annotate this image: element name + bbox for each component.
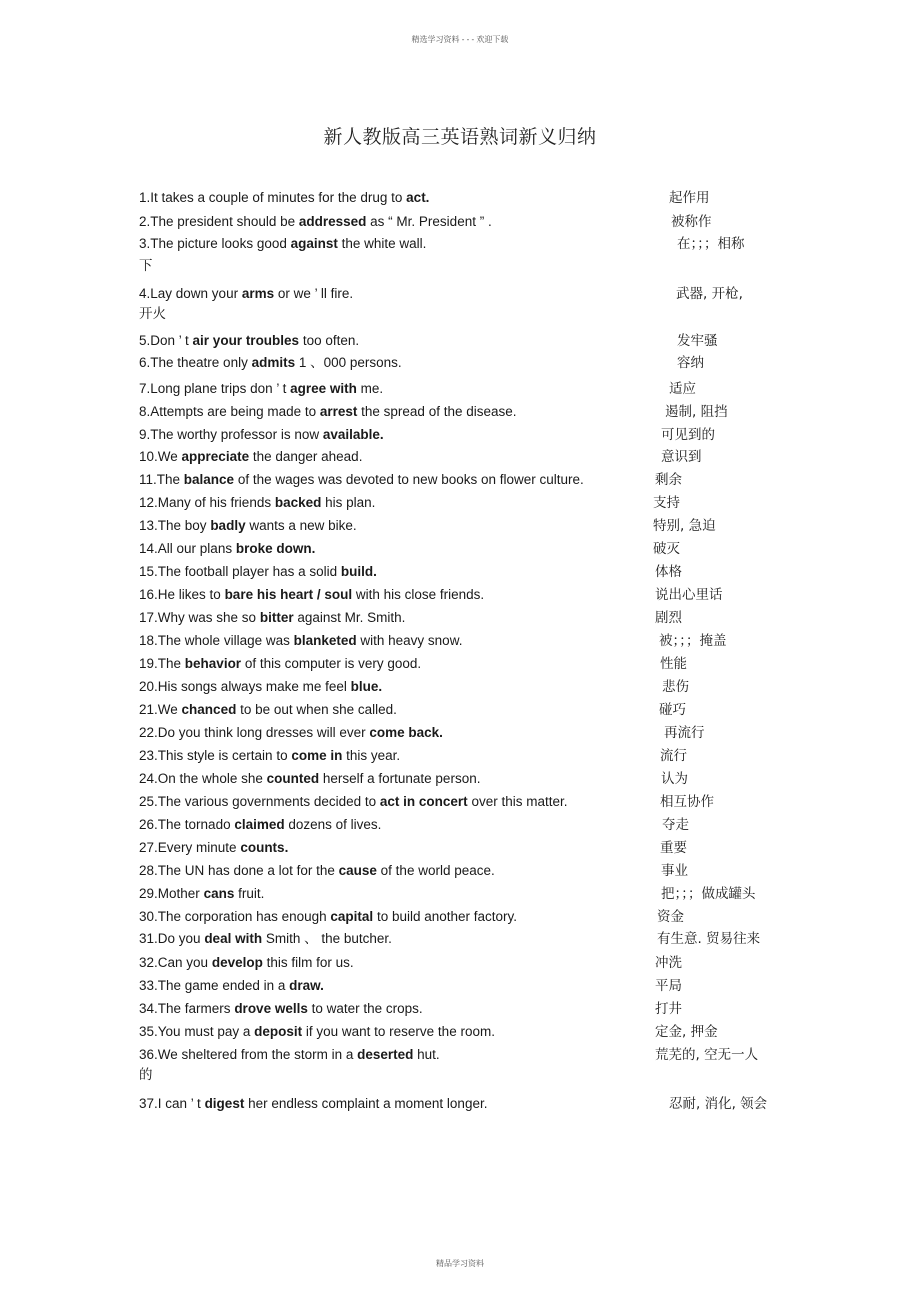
entry-number: 18. bbox=[139, 633, 158, 648]
chinese-meaning: 悲伤 bbox=[662, 679, 689, 695]
sentence-text: The theatre only bbox=[150, 355, 252, 370]
chinese-meaning: 剧烈 bbox=[655, 610, 682, 626]
sentence-text: the white wall. bbox=[337, 236, 427, 251]
chinese-meaning: 起作用 bbox=[669, 190, 710, 206]
sentence-text: over this matter. bbox=[467, 794, 568, 809]
chinese-meaning: 遏制, 阻挡 bbox=[665, 404, 728, 420]
sentence-text: of the world peace. bbox=[376, 863, 495, 878]
entry-number: 14. bbox=[139, 541, 158, 556]
sentence-text: Many of his friends bbox=[157, 495, 275, 510]
entry-number: 13. bbox=[139, 518, 158, 533]
sentence-text: as “ Mr. President ” . bbox=[366, 214, 492, 229]
header-note: 精选学习资料 - - - 欢迎下载 bbox=[411, 35, 509, 44]
entry-number: 2. bbox=[139, 214, 151, 229]
entry-number: 9. bbox=[139, 427, 151, 442]
english-sentence bbox=[139, 562, 377, 582]
chinese-meaning-continued: 开火 bbox=[139, 306, 166, 322]
keyword: broke down. bbox=[235, 541, 316, 556]
english-sentence bbox=[139, 746, 400, 766]
keyword: deal with bbox=[204, 931, 263, 946]
sentence-text: The whole village was bbox=[157, 633, 294, 648]
keyword: backed bbox=[274, 495, 322, 510]
english-sentence bbox=[139, 792, 567, 812]
keyword: act in concert bbox=[379, 794, 468, 809]
sentence-text: The president should be bbox=[150, 214, 299, 229]
keyword: cans bbox=[203, 886, 235, 901]
english-sentence bbox=[139, 447, 362, 467]
sentence-text: Long plane trips don ’ t bbox=[150, 381, 291, 396]
sentence-text: It takes a couple of minutes for the drug to bbox=[150, 190, 407, 205]
entry-number: 21. bbox=[139, 702, 158, 717]
entry-number: 34. bbox=[139, 1001, 158, 1016]
chinese-meaning-continued: 下 bbox=[139, 258, 153, 274]
sentence-text: All our plans bbox=[157, 541, 236, 556]
english-sentence bbox=[139, 677, 382, 697]
chinese-meaning: 发牢骚 bbox=[677, 333, 718, 349]
sentence-text: Attempts are being made to bbox=[150, 404, 320, 419]
chinese-meaning: 容纳 bbox=[677, 355, 704, 371]
sentence-text: too often. bbox=[299, 333, 360, 348]
sentence-text: Every minute bbox=[157, 840, 241, 855]
sentence-text: of this computer is very good. bbox=[241, 656, 422, 671]
english-sentence bbox=[139, 1022, 495, 1042]
keyword: capital bbox=[330, 909, 374, 924]
english-sentence bbox=[139, 470, 584, 490]
english-sentence bbox=[139, 425, 384, 445]
sentence-text: The boy bbox=[157, 518, 211, 533]
english-sentence bbox=[139, 953, 354, 973]
english-sentence bbox=[139, 976, 324, 996]
sentence-text: dozens of lives. bbox=[284, 817, 382, 832]
sentence-text: Why was she so bbox=[157, 610, 260, 625]
sentence-text: We bbox=[157, 702, 182, 717]
english-sentence bbox=[139, 861, 495, 881]
chinese-meaning: 意识到 bbox=[661, 449, 702, 465]
chinese-meaning: 特别, 急迫 bbox=[653, 518, 716, 534]
sentence-text: I can ’ t bbox=[157, 1096, 205, 1111]
sentence-text: The picture looks good bbox=[150, 236, 291, 251]
sentence-text: to water the crops. bbox=[307, 1001, 423, 1016]
entry-number: 27. bbox=[139, 840, 158, 855]
sentence-text: We sheltered from the storm in a bbox=[157, 1047, 358, 1062]
chinese-meaning: 平局 bbox=[655, 978, 682, 994]
english-sentence bbox=[139, 234, 426, 254]
footer-note: 精品学习资料 bbox=[436, 1259, 484, 1268]
chinese-meaning: 破灭 bbox=[653, 541, 680, 557]
entry-number: 23. bbox=[139, 748, 158, 763]
chinese-meaning: 在；；；相称 bbox=[677, 236, 745, 252]
english-sentence bbox=[139, 539, 315, 559]
entry-number: 10. bbox=[139, 449, 158, 464]
keyword: chanced bbox=[181, 702, 237, 717]
keyword: available. bbox=[322, 427, 384, 442]
sentence-text: The UN has done a lot for the bbox=[157, 863, 339, 878]
english-sentence bbox=[139, 353, 402, 373]
english-sentence bbox=[139, 769, 480, 789]
keyword: deserted bbox=[357, 1047, 414, 1062]
english-sentence bbox=[139, 608, 405, 628]
chinese-meaning: 把；；；做成罐头 bbox=[661, 886, 756, 902]
entry-number: 1. bbox=[139, 190, 151, 205]
entry-number: 5. bbox=[139, 333, 151, 348]
english-sentence bbox=[139, 516, 357, 536]
chinese-meaning: 冲洗 bbox=[655, 955, 682, 971]
chinese-meaning: 重要 bbox=[660, 840, 687, 856]
sentence-text: Do you think long dresses will ever bbox=[157, 725, 370, 740]
english-sentence bbox=[139, 331, 359, 351]
keyword: addressed bbox=[298, 214, 367, 229]
entry-number: 30. bbox=[139, 909, 158, 924]
entry-number: 20. bbox=[139, 679, 158, 694]
sentence-text: with heavy snow. bbox=[356, 633, 463, 648]
sentence-text: of the wages was devoted to new books on flower culture. bbox=[234, 472, 584, 487]
sentence-text: Don ’ t bbox=[150, 333, 193, 348]
chinese-meaning: 相互协作 bbox=[660, 794, 714, 810]
keyword: bare his heart / soul bbox=[224, 587, 353, 602]
entry-number: 4. bbox=[139, 286, 151, 301]
keyword: drove wells bbox=[234, 1001, 308, 1016]
page-title: 新人教版高三英语熟词新义归纳 bbox=[323, 126, 597, 148]
english-sentence bbox=[139, 1094, 487, 1114]
sentence-text: 1 、000 persons. bbox=[295, 355, 402, 370]
keyword: against bbox=[290, 236, 338, 251]
sentence-text: The various governments decided to bbox=[157, 794, 380, 809]
sentence-text: This style is certain to bbox=[157, 748, 292, 763]
sentence-text: The farmers bbox=[157, 1001, 235, 1016]
keyword: claimed bbox=[234, 817, 285, 832]
keyword: come back. bbox=[369, 725, 443, 740]
entry-number: 3. bbox=[139, 236, 151, 251]
chinese-meaning: 定金, 押金 bbox=[655, 1024, 718, 1040]
keyword: bitter bbox=[259, 610, 294, 625]
entry-number: 32. bbox=[139, 955, 158, 970]
keyword: act. bbox=[406, 190, 430, 205]
sentence-text: Do you bbox=[157, 931, 205, 946]
english-sentence bbox=[139, 907, 517, 927]
chinese-meaning: 事业 bbox=[661, 863, 688, 879]
english-sentence bbox=[139, 188, 429, 208]
entry-number: 28. bbox=[139, 863, 158, 878]
english-sentence bbox=[139, 654, 421, 674]
keyword: counted bbox=[266, 771, 320, 786]
keyword: blanketed bbox=[293, 633, 357, 648]
chinese-meaning: 流行 bbox=[660, 748, 687, 764]
english-sentence bbox=[139, 700, 397, 720]
chinese-meaning: 夺走 bbox=[662, 817, 689, 833]
sentence-text: The bbox=[156, 472, 184, 487]
keyword: deposit bbox=[254, 1024, 303, 1039]
sentence-text: Can you bbox=[157, 955, 212, 970]
keyword: draw. bbox=[289, 978, 324, 993]
keyword: cause bbox=[338, 863, 377, 878]
keyword: agree with bbox=[290, 381, 357, 396]
english-sentence bbox=[139, 838, 288, 858]
english-sentence bbox=[139, 493, 375, 513]
sentence-text: this film for us. bbox=[262, 955, 354, 970]
entry-number: 24. bbox=[139, 771, 158, 786]
sentence-text: me. bbox=[356, 381, 384, 396]
entry-number: 33. bbox=[139, 978, 158, 993]
chinese-meaning: 再流行 bbox=[664, 725, 705, 741]
english-sentence bbox=[139, 929, 392, 949]
keyword: come in bbox=[291, 748, 343, 763]
keyword: behavior bbox=[184, 656, 242, 671]
sentence-text: the spread of the disease. bbox=[357, 404, 517, 419]
chinese-meaning: 认为 bbox=[661, 771, 688, 787]
keyword: blue. bbox=[350, 679, 383, 694]
chinese-meaning: 资金 bbox=[657, 909, 684, 925]
sentence-text: to build another factory. bbox=[373, 909, 518, 924]
sentence-text: if you want to reserve the room. bbox=[302, 1024, 495, 1039]
sentence-text: The bbox=[157, 656, 185, 671]
english-sentence bbox=[139, 884, 264, 904]
chinese-meaning: 被称作 bbox=[671, 214, 712, 230]
chinese-meaning: 碰巧 bbox=[659, 702, 686, 718]
chinese-meaning: 荒芜的, 空无一人 bbox=[655, 1047, 759, 1063]
sentence-text: fruit. bbox=[234, 886, 265, 901]
english-sentence bbox=[139, 212, 492, 232]
keyword: develop bbox=[211, 955, 263, 970]
sentence-text: this year. bbox=[342, 748, 401, 763]
keyword: air your troubles bbox=[192, 333, 300, 348]
chinese-meaning: 打井 bbox=[655, 1001, 682, 1017]
entry-number: 12. bbox=[139, 495, 158, 510]
sentence-text: with his close friends. bbox=[352, 587, 485, 602]
entry-number: 6. bbox=[139, 355, 151, 370]
keyword: badly bbox=[210, 518, 246, 533]
english-sentence bbox=[139, 1045, 440, 1065]
english-sentence bbox=[139, 585, 484, 605]
sentence-text: or we ’ ll fire. bbox=[274, 286, 354, 301]
sentence-text: He likes to bbox=[157, 587, 225, 602]
entry-number: 36. bbox=[139, 1047, 158, 1062]
english-sentence bbox=[139, 631, 462, 651]
sentence-text: You must pay a bbox=[157, 1024, 255, 1039]
keyword: digest bbox=[204, 1096, 245, 1111]
entry-number: 26. bbox=[139, 817, 158, 832]
keyword: arms bbox=[241, 286, 275, 301]
english-sentence bbox=[139, 284, 353, 304]
entry-number: 11. bbox=[139, 472, 157, 487]
keyword: arrest bbox=[319, 404, 358, 419]
chinese-meaning: 支持 bbox=[653, 495, 680, 511]
entry-number: 29. bbox=[139, 886, 158, 901]
keyword: build. bbox=[340, 564, 377, 579]
sentence-text: His songs always make me feel bbox=[157, 679, 351, 694]
english-sentence bbox=[139, 379, 383, 399]
sentence-text: Lay down your bbox=[150, 286, 242, 301]
english-sentence bbox=[139, 815, 381, 835]
english-sentence bbox=[139, 402, 517, 422]
sentence-text: herself a fortunate person. bbox=[319, 771, 481, 786]
entry-number: 8. bbox=[139, 404, 151, 419]
chinese-meaning: 有生意. 贸易往来 bbox=[657, 931, 761, 947]
entry-number: 22. bbox=[139, 725, 158, 740]
sentence-text: against Mr. Smith. bbox=[293, 610, 406, 625]
entry-number: 31. bbox=[139, 931, 158, 946]
entry-number: 19. bbox=[139, 656, 158, 671]
entry-number: 15. bbox=[139, 564, 158, 579]
entry-number: 35. bbox=[139, 1024, 158, 1039]
sentence-text: The corporation has enough bbox=[157, 909, 331, 924]
entry-number: 17. bbox=[139, 610, 158, 625]
entry-number: 16. bbox=[139, 587, 158, 602]
english-sentence bbox=[139, 999, 423, 1019]
keyword: appreciate bbox=[181, 449, 250, 464]
chinese-meaning: 体格 bbox=[655, 564, 682, 580]
chinese-meaning: 剩余 bbox=[655, 472, 682, 488]
sentence-text: hut. bbox=[413, 1047, 440, 1062]
sentence-text: On the whole she bbox=[157, 771, 267, 786]
chinese-meaning: 武器, 开枪, bbox=[676, 286, 743, 302]
chinese-meaning: 忍耐, 消化, 领会 bbox=[669, 1096, 768, 1112]
english-sentence bbox=[139, 723, 443, 743]
sentence-text: the danger ahead. bbox=[249, 449, 363, 464]
keyword: counts. bbox=[240, 840, 289, 855]
sentence-text: his plan. bbox=[321, 495, 376, 510]
sentence-text: Mother bbox=[157, 886, 204, 901]
chinese-meaning: 说出心里话 bbox=[655, 587, 723, 603]
keyword: admits bbox=[251, 355, 296, 370]
entry-number: 7. bbox=[139, 381, 151, 396]
sentence-text: to be out when she called. bbox=[236, 702, 397, 717]
keyword: balance bbox=[183, 472, 235, 487]
sentence-text: The tornado bbox=[157, 817, 235, 832]
sentence-text: The football player has a solid bbox=[157, 564, 341, 579]
sentence-text: The worthy professor is now bbox=[150, 427, 323, 442]
sentence-text: Smith 、 the butcher. bbox=[262, 931, 392, 946]
entry-number: 37. bbox=[139, 1096, 158, 1111]
chinese-meaning: 性能 bbox=[660, 656, 687, 672]
chinese-meaning: 适应 bbox=[669, 381, 696, 397]
chinese-meaning: 被；；；掩盖 bbox=[659, 633, 727, 649]
chinese-meaning: 可见到的 bbox=[661, 427, 715, 443]
entry-number: 25. bbox=[139, 794, 158, 809]
sentence-text: We bbox=[157, 449, 182, 464]
sentence-text: wants a new bike. bbox=[245, 518, 357, 533]
chinese-meaning-continued: 的 bbox=[139, 1067, 153, 1083]
sentence-text: The game ended in a bbox=[157, 978, 290, 993]
sentence-text: her endless complaint a moment longer. bbox=[244, 1096, 488, 1111]
